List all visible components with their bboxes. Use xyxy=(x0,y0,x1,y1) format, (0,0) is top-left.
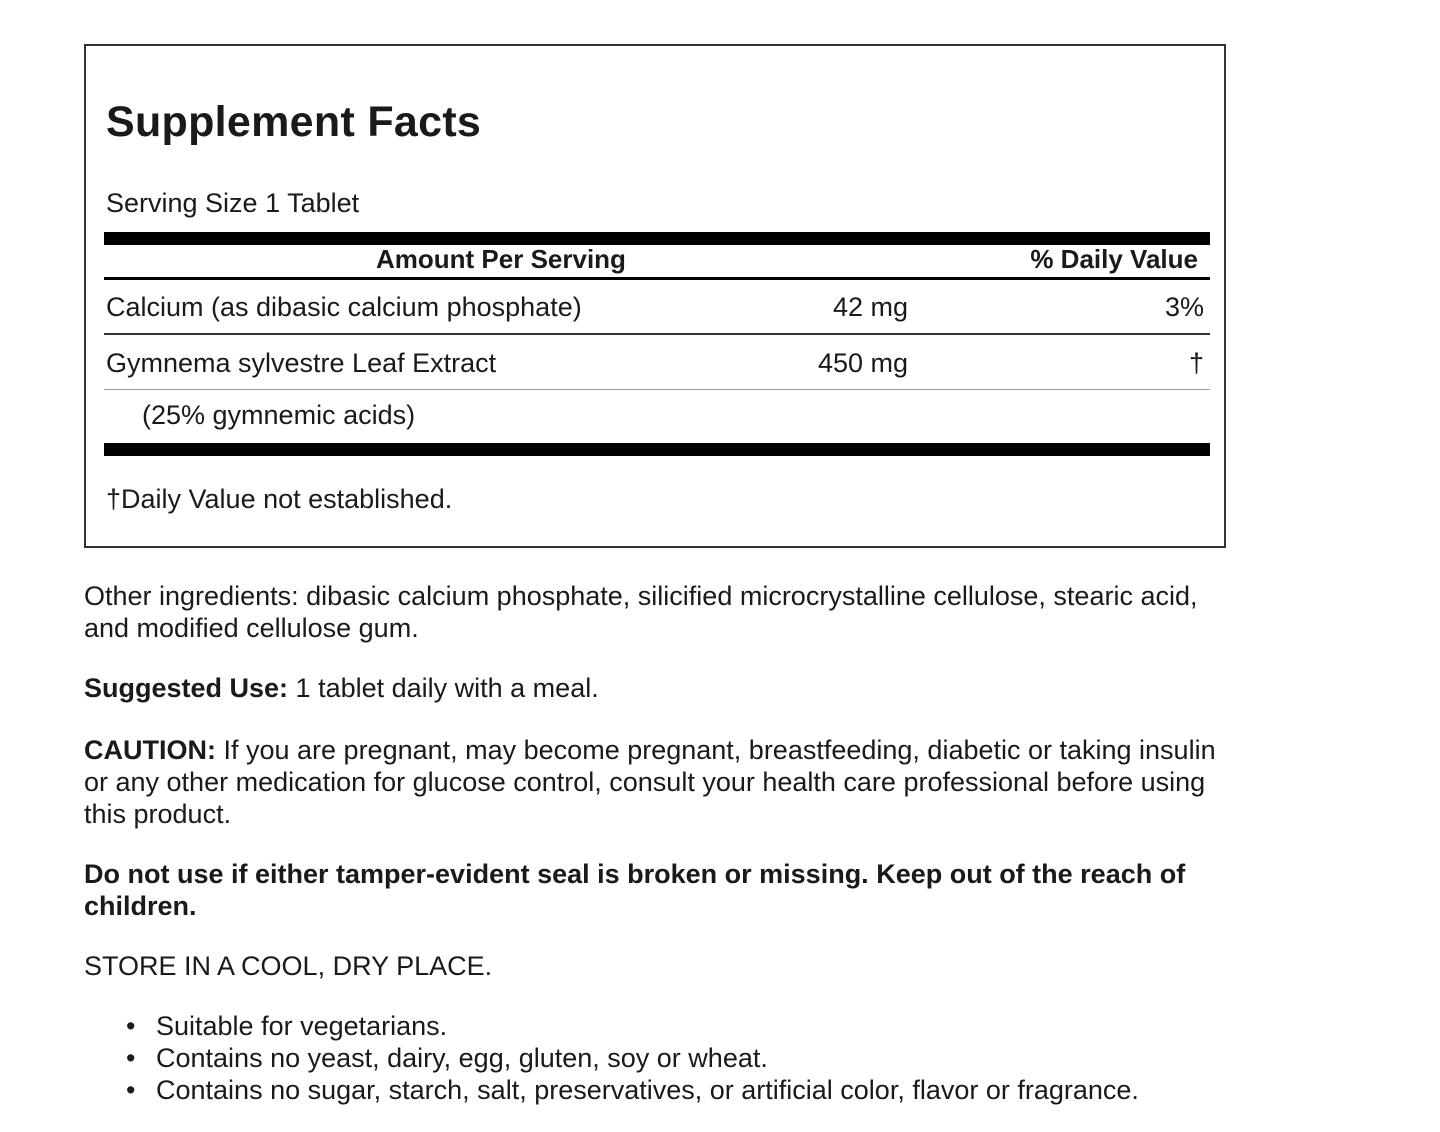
supplement-facts-panel xyxy=(84,44,1226,548)
caution-label: CAUTION: xyxy=(84,735,216,765)
list-item: • Suitable for vegetarians. xyxy=(126,1011,448,1041)
bullet-icon: • xyxy=(126,1011,136,1041)
header-divider xyxy=(104,277,1210,280)
storage-instruction: STORE IN A COOL, DRY PLACE. xyxy=(84,951,493,981)
header-daily-value: % Daily Value xyxy=(1030,244,1198,274)
suggested-use-label: Suggested Use: xyxy=(84,673,289,703)
header-amount-per-serving: Amount Per Serving xyxy=(376,244,626,274)
nutrient-name-gymnema: Gymnema sylvestre Leaf Extract xyxy=(106,348,497,378)
nutrient-dv-calcium: 3% xyxy=(1164,292,1204,322)
nutrient-dv-gymnema: † xyxy=(1188,348,1204,378)
bullet-icon: • xyxy=(126,1075,136,1105)
row-divider xyxy=(104,333,1210,335)
serving-size: Serving Size 1 Tablet xyxy=(106,188,360,218)
caution xyxy=(84,734,1234,830)
nutrient-name-calcium: Calcium (as dibasic calcium phosphate) xyxy=(106,292,582,322)
suggested-use-text: 1 tablet daily with a meal. xyxy=(288,673,599,703)
facts-title: Supplement Facts xyxy=(106,98,482,146)
list-item: • Contains no yeast, dairy, egg, gluten, soy or wheat. xyxy=(126,1043,768,1073)
other-ingredients: Other ingredients: dibasic calcium phosphate, silicified microcrystalline cellulose, stearic acid, and modified cellulose gum. xyxy=(84,581,1198,643)
tamper-warning: Do not use if either tamper-evident seal is broken or missing. Keep out of the reach of children. xyxy=(84,859,1186,921)
row-divider-light xyxy=(104,389,1210,390)
caution-text: If you are pregnant, may become pregnant, breastfeeding, diabetic or taking insulin or any other medication for glucose control, consult your health care professional before using this product. xyxy=(84,735,1216,829)
gymnemic-acids-note: (25% gymnemic acids) xyxy=(142,400,416,430)
nutrient-amount-calcium: 42 mg xyxy=(832,292,908,322)
daily-value-footnote: †Daily Value not established. xyxy=(106,484,453,514)
list-item: • Contains no sugar, starch, salt, preservatives, or artificial color, flavor or fragrance. xyxy=(126,1075,1139,1105)
thick-divider-bottom xyxy=(104,443,1210,456)
suggested-use xyxy=(84,672,1234,704)
nutrient-amount-gymnema: 450 mg xyxy=(817,348,908,378)
product-claims-list xyxy=(84,1010,1139,1106)
bullet-icon: • xyxy=(126,1043,136,1073)
